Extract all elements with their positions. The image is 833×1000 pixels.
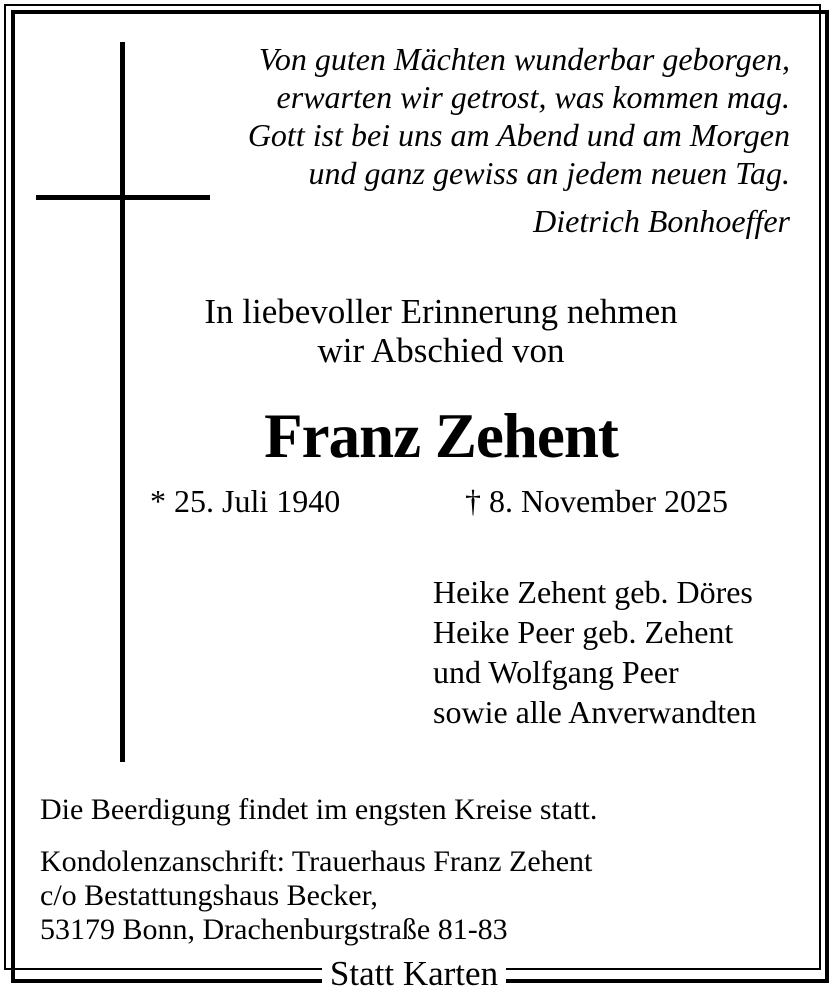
condolence-line: 53179 Bonn, Drachenburgstraße 81-83 xyxy=(40,913,508,946)
quote-line: Von guten Mächten wunderbar geborgen, xyxy=(258,41,790,77)
quote-line: erwarten wir getrost, was kommen mag. xyxy=(276,79,790,115)
birth-date: * 25. Juli 1940 xyxy=(150,483,341,519)
mourner-line: Heike Zehent geb. Döres xyxy=(433,574,753,610)
mourner-line: Heike Peer geb. Zehent xyxy=(433,614,734,650)
intro-line: wir Abschied von xyxy=(317,331,565,370)
condolence-line: Kondolenzanschrift: Trauerhaus Franz Zehent xyxy=(40,845,593,878)
mourners-list xyxy=(433,572,756,732)
death-date: † 8. November 2025 xyxy=(464,483,728,519)
life-dates xyxy=(150,481,728,521)
intro-text xyxy=(128,292,754,370)
condolence-address xyxy=(40,845,592,947)
quote-line: und ganz gewiss an jedem neuen Tag. xyxy=(308,155,790,191)
cross-horizontal-bar xyxy=(36,195,210,200)
intro-line: In liebevoller Erinnerung nehmen xyxy=(204,292,678,331)
deceased-name: Franz Zehent xyxy=(264,401,618,471)
quote-block xyxy=(230,40,790,240)
quote-attribution: Dietrich Bonhoeffer xyxy=(533,203,790,239)
quote-line: Gott ist bei uns am Abend und am Morgen xyxy=(247,117,790,153)
condolence-line: c/o Bestattungshaus Becker, xyxy=(40,879,378,912)
funeral-note: Die Beerdigung findet im engsten Kreise statt. xyxy=(40,793,598,826)
cross-vertical-bar xyxy=(120,42,125,762)
mourner-line: und Wolfgang Peer xyxy=(433,654,679,690)
mourner-line: sowie alle Anverwandten xyxy=(433,694,757,730)
statt-karten-label: Statt Karten xyxy=(322,951,506,997)
